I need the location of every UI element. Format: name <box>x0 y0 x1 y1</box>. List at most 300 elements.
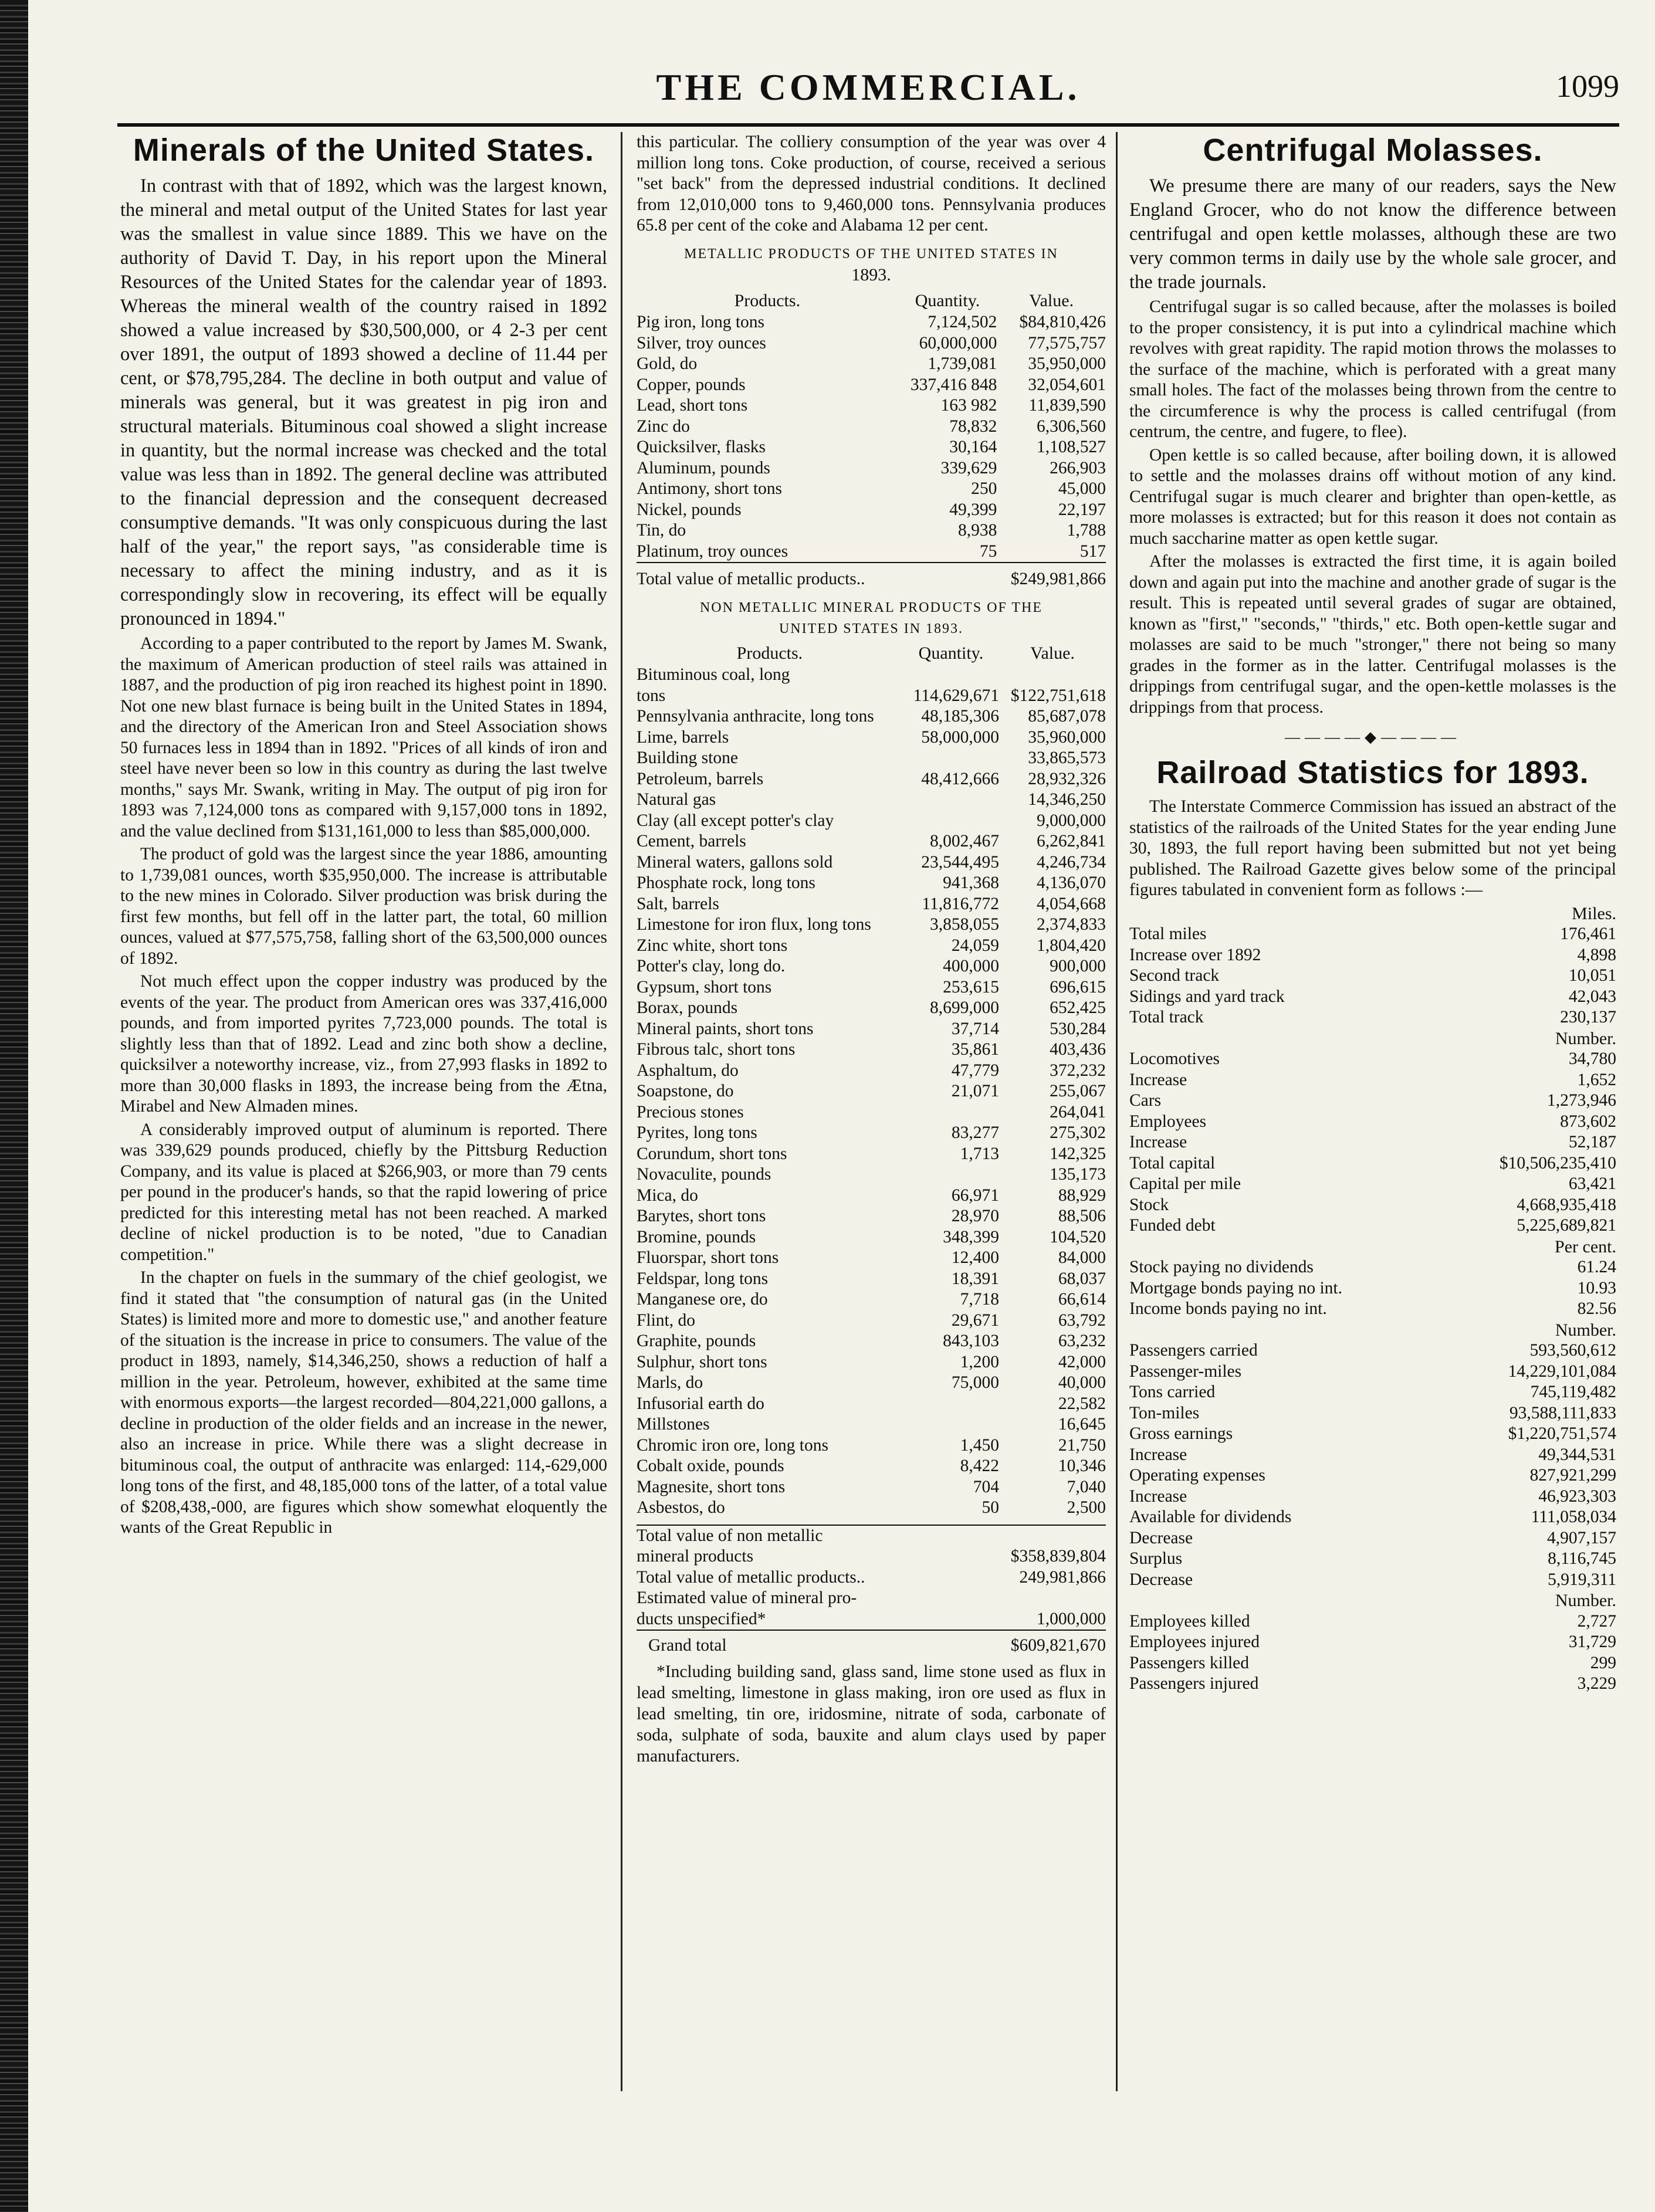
product-value: 6,262,841 <box>1037 832 1106 851</box>
stat-value: 745,119,482 <box>1530 1383 1616 1401</box>
product-name: Pennsylvania anthracite, long tons <box>637 707 874 726</box>
product-quantity <box>903 1164 999 1185</box>
product-quantity: 30,164 <box>949 438 997 456</box>
product-value: 4,246,734 <box>1037 852 1106 872</box>
stat-label: Passengers carried <box>1129 1341 1258 1360</box>
product-name: Salt, barrels <box>637 894 719 913</box>
product-value: 6,306,560 <box>1037 416 1106 436</box>
product-quantity: 941,368 <box>943 873 1000 892</box>
product-quantity: 75,000 <box>951 1373 1000 1392</box>
product-value: 35,950,000 <box>1028 354 1106 373</box>
product-value: 22,197 <box>1058 500 1106 519</box>
table-row <box>637 1498 1106 1519</box>
table-row <box>637 375 1106 396</box>
paragraph: After the molasses is extracted the first time, it is again boiled down and again put into the machine and another grade of sugar is the result. This is repeated until several grades of sugar are obtained, known as "first," "seconds," "thirds," etc. Both open-kettle sugar and molasses are said to be much "stronger," there not being so many grades in the former as in the latter. Centrifugal molasses is the drippings from centrifugal sugar, and the open-kettle molasses is the drippings from that process. <box>1129 552 1616 717</box>
column-rule <box>621 132 622 2091</box>
product-quantity: 35,861 <box>951 1040 1000 1059</box>
product-value: 266,903 <box>1050 458 1106 477</box>
product-value <box>999 665 1106 686</box>
product-name: Novaculite, pounds <box>637 1165 771 1184</box>
table-row <box>637 1310 1106 1332</box>
product-quantity: 83,277 <box>951 1123 1000 1142</box>
stat-label: Surplus <box>1129 1549 1183 1568</box>
column-header: Products. <box>734 290 801 310</box>
stat-label: Total miles <box>1129 924 1207 943</box>
table-row <box>637 354 1106 375</box>
product-name: Flint, do <box>637 1310 695 1330</box>
product-quantity: 843,103 <box>943 1332 1000 1350</box>
product-quantity: 337,416 848 <box>910 375 997 394</box>
product-name: Mineral paints, short tons <box>637 1019 814 1038</box>
table-row <box>637 500 1106 521</box>
product-quantity: 66,971 <box>951 1185 1000 1205</box>
header-rule <box>117 123 1619 127</box>
product-name: Aluminum, pounds <box>637 458 770 477</box>
product-quantity: 11,816,772 <box>922 894 1000 913</box>
column-header: Quantity. <box>915 290 980 310</box>
product-value: 10,346 <box>1058 1456 1106 1475</box>
table-row <box>1129 1070 1616 1091</box>
stat-value: 5,919,311 <box>1548 1570 1616 1589</box>
stat-value: 299 <box>1590 1653 1616 1672</box>
table-row <box>1129 1132 1616 1153</box>
product-quantity: 400,000 <box>943 957 1000 975</box>
product-quantity: 49,399 <box>949 500 997 519</box>
product-value: 4,136,070 <box>1037 873 1106 892</box>
product-name: Natural gas <box>637 790 716 809</box>
table-row <box>1129 1340 1616 1361</box>
table-row <box>1129 1257 1616 1278</box>
metallic-products-table <box>637 288 1106 590</box>
product-name: Gold, do <box>637 354 698 373</box>
stat-value: 10,051 <box>1568 966 1616 985</box>
caption-text: METALLIC PRODUCTS OF THE UNITED STATES IN <box>684 246 1058 262</box>
paragraph: In contrast with that of 1892, which was the largest known, the mineral and metal output of the United States for last year was the smallest in value since 1889. This we have on the authority of David T. Day, in his report upon the Mineral Resources of the United States for the calendar year of 1893. Whereas the mineral wealth of the country raised in 1892 showed a value increased by $30,500,000, or 4 2-3 per cent over 1891, the output of 1893 showed a decline of 11.44 per cent, or $78,795,284. The decline in both output and value of minerals was general, but it was greatest in pig iron and structural materials. Bituminous coal showed a slight increase in quantity, but the normal increase was checked and the total value was less than in 1892. The general decline was attributed to the financial depression and the consequent decreased consumptive demands. "It was only conspicuous during the last half of the year," the report says, "as considerable time is necessary to affect the mining industry, and as it is correspondingly slow in recovering, its effect will be equally pronounced in 1894." <box>120 175 607 629</box>
product-value: 517 <box>1079 541 1106 561</box>
column-header: Value. <box>1030 643 1075 663</box>
product-quantity: 60,000,000 <box>919 333 997 353</box>
unit-header-row <box>1129 1320 1616 1341</box>
table-row <box>637 1289 1106 1310</box>
table-row <box>637 1019 1106 1040</box>
product-quantity <box>903 1102 999 1123</box>
product-value: 32,054,601 <box>1028 375 1106 394</box>
stat-label: Gross earnings <box>1129 1424 1233 1443</box>
product-quantity: 339,629 <box>940 458 997 477</box>
paragraph: The product of gold was the largest since the year 1886, amounting to 1,739,081 ounces, worth $35,950,000. The increase is attributable to the new mines in Colorado. Silver production was brisk during the first few months, but fell off in the latter part, the total, 60 million ounces, valued at $77,575,758, falling short of the 63,500,000 ounces of 1892. <box>120 845 607 968</box>
product-value: 135,173 <box>1050 1165 1106 1184</box>
column-molasses-railroad <box>1129 132 1616 2097</box>
product-value: 403,436 <box>1050 1040 1106 1059</box>
unit-label: Number. <box>1555 1591 1616 1610</box>
table-row <box>637 811 1106 832</box>
product-quantity: 21,071 <box>951 1082 1000 1100</box>
product-quantity: 48,185,306 <box>921 707 1000 726</box>
unit-header-row <box>1129 903 1616 924</box>
table-row <box>637 831 1106 852</box>
product-quantity <box>903 748 999 769</box>
product-name: Quicksilver, flasks <box>637 438 766 456</box>
product-quantity: 114,629,671 <box>913 686 1000 705</box>
product-name: tons <box>637 686 666 705</box>
product-name: Tin, do <box>637 521 686 540</box>
table-row <box>637 1039 1106 1061</box>
table-row <box>637 1061 1106 1082</box>
table-row <box>637 1609 1106 1631</box>
table-caption <box>637 243 1106 287</box>
article-title: Minerals of the United States. <box>133 133 595 168</box>
column-rule <box>1116 132 1118 2091</box>
nonmetallic-products-table <box>637 641 1106 1519</box>
product-name: Magnesite, short tons <box>637 1477 786 1496</box>
product-value: 45,000 <box>1058 479 1106 498</box>
product-name: Asphaltum, do <box>637 1061 739 1080</box>
table-row <box>1129 1674 1616 1695</box>
stat-label: Passenger-miles <box>1129 1361 1242 1381</box>
table-row <box>1129 1195 1616 1216</box>
product-name: Lead, short tons <box>637 396 748 415</box>
caption-year: 1893. <box>851 265 891 284</box>
product-value: 33,865,573 <box>1028 748 1106 767</box>
product-name: Mica, do <box>637 1185 698 1205</box>
product-name: Cobalt oxide, pounds <box>637 1456 784 1475</box>
product-value: 4,054,668 <box>1037 894 1106 913</box>
stat-label: Increase <box>1129 1070 1187 1089</box>
paragraph: In the chapter on fuels in the summary of the chief geologist, we find it stated that "the consumption of natural gas (in the United States) is limited more and more to domestic use," and another feature of the situation is the increase in price to consumers. The value of the product in 1893, namely, $14,346,250, shows a reduction of half a million in the year. Petroleum, however, exhibited at the same time with enormous exports—the largest recorded—804,221,000 gallons, a decline in production of the older fields and an increase in the newer, also an increase in price. While there was a slight decrease in bituminous coal, the output of anthracite was enlarged: 114,-629,000 long tons of the first, and 48,185,000 tons of the latter, of a total value of $208,438,-000, are figures which show somewhat eloquently the wants of the Great Republic in <box>120 1268 607 1537</box>
total-value: $358,839,804 <box>1010 1547 1106 1566</box>
table-row <box>637 1123 1106 1144</box>
product-value: 372,232 <box>1050 1061 1106 1080</box>
table-row <box>1129 1465 1616 1486</box>
stat-label: Increase <box>1129 1445 1187 1464</box>
table-row <box>1129 1049 1616 1070</box>
grand-total-value: $609,821,670 <box>1010 1636 1106 1655</box>
product-value: 88,506 <box>1058 1207 1106 1225</box>
table-row <box>637 395 1106 416</box>
table-row <box>1129 1215 1616 1237</box>
table-row <box>637 998 1106 1019</box>
table-row <box>637 479 1106 500</box>
product-quantity: 253,615 <box>943 977 1000 997</box>
product-name: Chromic iron ore, long tons <box>637 1435 828 1455</box>
product-quantity: 1,450 <box>960 1435 1000 1455</box>
table-row <box>1129 1403 1616 1424</box>
product-value: 42,000 <box>1058 1352 1106 1371</box>
stat-label: Decrease <box>1129 1528 1193 1547</box>
product-value: 2,500 <box>1067 1498 1106 1517</box>
product-name: Antimony, short tons <box>637 479 783 498</box>
footnote: *Including building sand, glass sand, lime stone used as flux in lead smelting, limestone in glass making, iron ore used as flux in lead smelting, tin ore, iridosmine, nitrate of soda, carbonate of soda, sulphate of soda, bauxite and alum clays used by paper manufacturers. <box>637 1662 1106 1766</box>
table-row <box>1129 966 1616 987</box>
total-label: Estimated value of mineral pro- <box>637 1588 857 1607</box>
product-quantity <box>903 665 999 686</box>
stat-label: Employees <box>1129 1112 1207 1131</box>
product-value: $122,751,618 <box>1010 686 1106 705</box>
table-row <box>637 437 1106 458</box>
table-row <box>637 706 1106 727</box>
unit-header-row <box>1129 1590 1616 1611</box>
table-row <box>1129 1486 1616 1508</box>
article-title: Centrifugal Molasses. <box>1203 133 1543 168</box>
stat-value: 4,668,935,418 <box>1517 1195 1616 1214</box>
table-row <box>637 894 1106 915</box>
product-quantity: 1,713 <box>960 1144 1000 1163</box>
table-row <box>637 541 1106 563</box>
product-value: 264,041 <box>1050 1102 1106 1122</box>
stat-value: 82.56 <box>1577 1299 1616 1318</box>
product-name: Platinum, troy ounces <box>637 541 788 561</box>
product-name: Barytes, short tons <box>637 1207 766 1225</box>
unit-label: Per cent. <box>1555 1237 1616 1256</box>
table-row <box>637 1394 1106 1415</box>
product-name: Feldspar, long tons <box>637 1269 769 1288</box>
stat-label: Income bonds paying no int. <box>1129 1299 1327 1318</box>
product-value: 11,839,590 <box>1028 396 1106 415</box>
table-row <box>637 1269 1106 1290</box>
paragraph: Centrifugal sugar is so called because, after the molasses is boiled to the proper consistency, it is put into a cylindrical machine which revolves with great rapidity. The rapid motion throws the molasses to the surface of the machine, which is perforated with a great many small holes. The fact of the molasses being thrown from the centre to the circumference is why the process is called centrifugal (from centrum, the centre, and fugere, to flee). <box>1129 297 1616 441</box>
table-row <box>637 1456 1106 1477</box>
stat-label: Decrease <box>1129 1570 1193 1589</box>
stat-value: 3,229 <box>1577 1674 1616 1693</box>
stat-value: 14,229,101,084 <box>1508 1361 1616 1381</box>
product-name: Bromine, pounds <box>637 1227 756 1246</box>
product-name: Soapstone, do <box>637 1082 734 1100</box>
stat-value: $10,506,235,410 <box>1499 1153 1616 1173</box>
table-row <box>637 665 1106 686</box>
stat-value: 1,652 <box>1577 1070 1616 1089</box>
product-name: Silver, troy ounces <box>637 333 766 353</box>
product-quantity: 704 <box>973 1477 1000 1496</box>
stat-label: Tons carried <box>1129 1383 1216 1401</box>
product-quantity: 78,832 <box>949 416 997 436</box>
product-name: Limestone for iron flux, long tons <box>637 915 871 934</box>
product-value: 142,325 <box>1050 1144 1106 1163</box>
table-row <box>637 1081 1106 1102</box>
product-value: 28,932,326 <box>1028 769 1106 788</box>
product-value: 7,040 <box>1067 1477 1106 1496</box>
unit-label: Miles. <box>1572 903 1616 923</box>
table-row <box>637 1164 1106 1185</box>
stat-value: 4,898 <box>1577 945 1616 964</box>
stat-label: Cars <box>1129 1091 1162 1110</box>
product-name: Precious stones <box>637 1102 744 1122</box>
total-value: $249,981,866 <box>1010 570 1106 588</box>
product-quantity: 12,400 <box>951 1248 1000 1267</box>
product-value: 63,232 <box>1058 1332 1106 1350</box>
product-quantity <box>903 790 999 811</box>
product-quantity: 29,671 <box>951 1310 1000 1330</box>
stat-value: 46,923,303 <box>1538 1486 1616 1506</box>
table-row <box>1129 987 1616 1008</box>
table-row <box>637 312 1106 333</box>
product-value: 14,346,250 <box>1028 790 1106 809</box>
product-quantity: 1,200 <box>960 1352 1000 1371</box>
stat-value: 42,043 <box>1568 987 1616 1006</box>
product-value: 88,929 <box>1058 1185 1106 1205</box>
table-row <box>637 1435 1106 1456</box>
product-quantity: 8,002,467 <box>930 832 1000 851</box>
product-name: Clay (all except potter's clay <box>637 811 834 830</box>
stat-label: Mortgage bonds paying no int. <box>1129 1278 1342 1298</box>
product-name: Bituminous coal, long <box>637 665 790 684</box>
product-name: Lime, barrels <box>637 727 729 747</box>
product-name: Sulphur, short tons <box>637 1352 767 1371</box>
stat-value: 593,560,612 <box>1529 1341 1616 1360</box>
table-row <box>637 416 1106 438</box>
table-row <box>637 1525 1106 1547</box>
product-quantity: 58,000,000 <box>921 727 1000 747</box>
product-quantity: 28,970 <box>951 1207 1000 1225</box>
stat-value: 4,907,157 <box>1547 1528 1616 1547</box>
stat-value: 1,273,946 <box>1547 1091 1616 1110</box>
table-row <box>637 1227 1106 1248</box>
table-row <box>637 686 1106 707</box>
stat-label: Employees injured <box>1129 1632 1260 1651</box>
total-value: 249,981,866 <box>1019 1567 1106 1587</box>
product-value: 530,284 <box>1050 1019 1106 1038</box>
product-quantity: 18,391 <box>951 1269 1000 1288</box>
product-value: 104,520 <box>1050 1227 1106 1246</box>
table-row <box>637 748 1106 769</box>
masthead: THE COMMERCIAL. <box>656 66 1081 108</box>
product-quantity: 1,739,081 <box>928 354 997 373</box>
product-name: Marls, do <box>637 1373 703 1392</box>
page-number: 1099 <box>1556 69 1619 104</box>
table-row <box>637 1102 1106 1123</box>
product-name: Nickel, pounds <box>637 500 742 519</box>
unit-label: Number. <box>1555 1028 1616 1048</box>
paragraph: A considerably improved output of aluminum is reported. There was 339,629 pounds produced, chiefly by the Pittsburg Reduction Company, and its value is placed at $266,903, or more than 79 cents per pound in the producer's hands, so that the rapid lowering of price predicted for this interesting metal has not been reached. A marked decline of nickel production is to be noted, "due to Canadian competition." <box>120 1120 607 1264</box>
column-header: Value. <box>1029 290 1074 310</box>
paragraph: According to a paper contributed to the report by James M. Swank, the maximum of American production of steel rails was attained in 1887, and the production of pig iron reached its highest point in 1890. Not one new blast furnace is being built in the United States in 1894, and the directory of the American Iron and Steel Association shows 50 furnaces less in 1894 than in 1892. "Prices of all kinds of iron and steel have never been so low in this country as during the last twelve months," says Mr. Swank, writing in May. The output of pig iron for 1893 was 7,124,000 tons as compared with 9,157,000 tons in 1892, and the value declined from $131,161,000 to less than $85,000,000. <box>120 634 607 841</box>
stat-value: 176,461 <box>1560 924 1616 943</box>
product-value: 84,000 <box>1058 1248 1106 1267</box>
product-value: 696,615 <box>1050 977 1106 997</box>
product-value: 2,374,833 <box>1037 915 1106 934</box>
product-name: Millstones <box>637 1415 710 1434</box>
stat-value: 49,344,531 <box>1538 1445 1616 1464</box>
stat-value: 52,187 <box>1568 1133 1616 1151</box>
article-body <box>120 174 607 1539</box>
table-row <box>1129 1445 1616 1466</box>
table-row <box>637 873 1106 894</box>
stat-value: $1,220,751,574 <box>1508 1424 1616 1443</box>
table-row <box>1129 1570 1616 1591</box>
stat-label: Total capital <box>1129 1153 1216 1173</box>
product-value: 77,575,757 <box>1028 333 1106 353</box>
product-name: Gypsum, short tons <box>637 977 772 997</box>
product-name: Manganese ore, do <box>637 1290 768 1309</box>
product-quantity: 163 982 <box>940 396 997 415</box>
stat-label: Increase over 1892 <box>1129 945 1261 964</box>
product-name: Fibrous talc, short tons <box>637 1040 796 1059</box>
table-row <box>1129 945 1616 966</box>
table-row <box>637 727 1106 748</box>
paragraph: Not much effect upon the copper industry was produced by the events of the year. The product from American ores was 337,416,000 pounds, and from imported pyrites 7,723,000 pounds. The total is slightly less than that of 1892. Lead and zinc both show a decline, quicksilver a noteworthy increase, viz., from 27,993 flasks in 1892 to more than 30,000 flasks in 1893, the increase being from the Ætna, Mirabel and New Almaden mines. <box>120 972 607 1116</box>
stat-value: 34,780 <box>1568 1049 1616 1068</box>
stat-label: Sidings and yard track <box>1129 987 1285 1006</box>
table-row <box>1129 1632 1616 1653</box>
table-row <box>637 1206 1106 1227</box>
product-value: 1,788 <box>1067 521 1106 540</box>
product-name: Graphite, pounds <box>637 1332 756 1350</box>
table-row <box>637 977 1106 998</box>
stat-label: Increase <box>1129 1133 1187 1151</box>
product-quantity: 24,059 <box>951 936 1000 955</box>
product-name: Building stone <box>637 748 738 767</box>
stat-label: Employees killed <box>1129 1611 1250 1631</box>
table-row <box>1129 1007 1616 1028</box>
stat-label: Locomotives <box>1129 1049 1220 1068</box>
product-quantity: 48,412,666 <box>921 769 1000 788</box>
product-name: Pig iron, long tons <box>637 313 764 331</box>
stat-value: 873,602 <box>1560 1112 1616 1131</box>
table-row <box>1129 1278 1616 1299</box>
product-name: Borax, pounds <box>637 998 738 1017</box>
product-quantity: 250 <box>971 479 997 498</box>
product-quantity: 3,858,055 <box>930 915 1000 934</box>
stat-label: Available for dividends <box>1129 1508 1292 1526</box>
product-name: Copper, pounds <box>637 375 746 394</box>
table-row <box>1129 1153 1616 1174</box>
product-value: $84,810,426 <box>1019 313 1106 331</box>
product-name: Petroleum, barrels <box>637 769 764 788</box>
product-quantity: 8,699,000 <box>930 998 1000 1017</box>
stat-value: 230,137 <box>1560 1008 1616 1027</box>
stat-value: 5,225,689,821 <box>1517 1216 1616 1235</box>
product-name: Cement, barrels <box>637 832 746 851</box>
stat-value: 31,729 <box>1568 1632 1616 1651</box>
table-row <box>637 1477 1106 1498</box>
table-row <box>1129 1507 1616 1528</box>
stat-label: Total track <box>1129 1008 1204 1027</box>
product-quantity: 50 <box>982 1498 1000 1517</box>
product-quantity <box>903 1394 999 1415</box>
table-row <box>1129 1299 1616 1320</box>
product-value: 900,000 <box>1050 957 1106 975</box>
stat-label: Capital per mile <box>1129 1174 1241 1193</box>
product-name: Zinc do <box>637 416 690 436</box>
table-row <box>637 333 1106 354</box>
table-row <box>637 1144 1106 1165</box>
unit-label: Number. <box>1555 1320 1616 1340</box>
product-name: Zinc white, short tons <box>637 936 788 955</box>
product-quantity: 75 <box>979 541 997 561</box>
stat-label: Second track <box>1129 966 1220 985</box>
product-name: Fluorspar, short tons <box>637 1248 779 1267</box>
table-row <box>637 1546 1106 1567</box>
stat-label: Stock <box>1129 1195 1169 1214</box>
column-tables <box>637 132 1106 2097</box>
table-row <box>637 914 1106 936</box>
stat-value: 827,921,299 <box>1529 1466 1616 1485</box>
stat-value: 8,116,745 <box>1548 1549 1616 1568</box>
stat-label: Passengers killed <box>1129 1653 1250 1672</box>
total-label: Total value of metallic products.. <box>637 570 865 588</box>
product-quantity: 7,718 <box>960 1290 1000 1309</box>
product-value: 40,000 <box>1058 1373 1106 1392</box>
section-ornament: ――――◆―――― <box>1285 729 1461 746</box>
stat-value: 2,727 <box>1577 1611 1616 1631</box>
stat-value: 93,588,111,833 <box>1509 1403 1616 1422</box>
table-row <box>637 1373 1106 1394</box>
column-header: Quantity. <box>918 643 984 663</box>
product-name: Corundum, short tons <box>637 1144 787 1163</box>
paragraph: Open kettle is so called because, after boiling down, it is allowed to settle and the molasses drains off without motion of any kind. Centrifugal sugar is much clearer and brighter than open-kettle, as more molasses is extracted; but for this reason it does not contain as much saccharine matter as open kettle sugar. <box>1129 445 1616 548</box>
product-name: Mineral waters, gallons sold <box>637 852 833 872</box>
product-quantity: 7,124,502 <box>928 313 997 331</box>
product-value: 68,037 <box>1058 1269 1106 1288</box>
